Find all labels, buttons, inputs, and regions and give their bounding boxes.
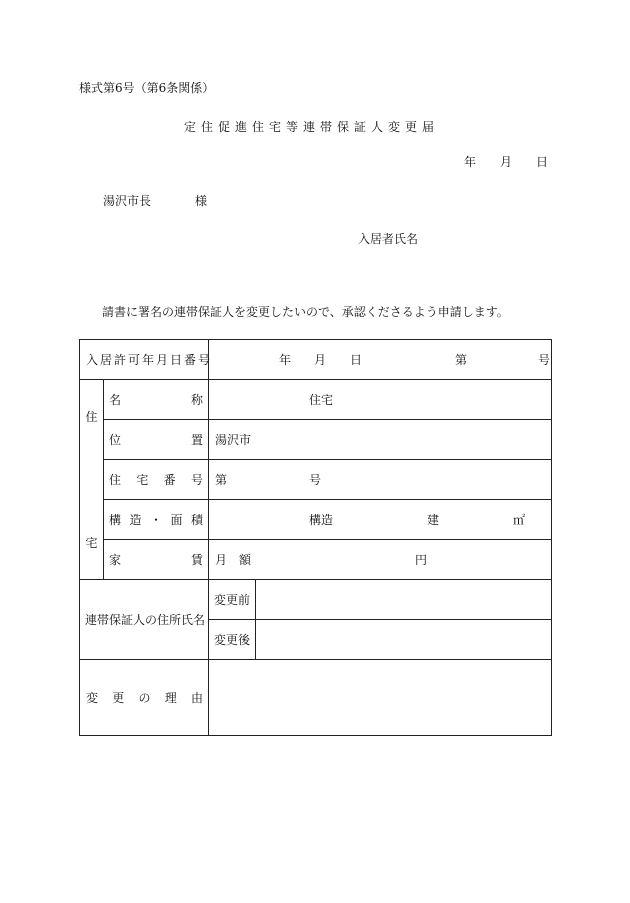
structure-label-5: 積 <box>191 512 204 527</box>
reason-label-5: 由 <box>191 690 204 705</box>
rent-label-cell <box>104 540 209 580</box>
reason-label-cell <box>80 660 209 736</box>
number-label-2: 宅 <box>136 472 149 487</box>
addressee-honorific: 様 <box>195 194 208 208</box>
addressee-mayor: 湯沢市長 <box>103 194 152 208</box>
permission-row <box>80 340 552 380</box>
permission-label: 入居許可年月日番号 <box>86 352 213 367</box>
permission-dai: 第 <box>455 352 468 367</box>
structure-value-cell[interactable] <box>209 500 552 540</box>
rent-label-2: 賃 <box>191 552 204 567</box>
permission-label-cell <box>80 340 213 380</box>
guarantor-after-value[interactable] <box>256 620 552 660</box>
guarantor-after-label: 変更後 <box>214 632 251 647</box>
guarantor-label: 連帯保証人の住所氏名 <box>85 612 206 627</box>
date-year-label: 年 <box>464 155 477 169</box>
structure-ken: 建 <box>427 512 440 527</box>
request-text: 請書に署名の連帯保証人を変更したいので、承認くださるよう申請します。 <box>102 305 509 319</box>
guarantor-before-label-cell <box>209 580 256 620</box>
number-label-4: 号 <box>190 472 203 487</box>
date-day-label: 日 <box>536 155 549 169</box>
guarantor-after-label-cell <box>209 620 256 660</box>
name-value-cell[interactable] <box>209 380 552 420</box>
housing-structure-row <box>80 500 552 540</box>
rent-value-cell[interactable] <box>209 540 552 580</box>
location-value: 湯沢市 <box>215 432 252 447</box>
permission-day: 日 <box>350 352 363 367</box>
number-label-cell <box>104 460 209 500</box>
location-value-cell[interactable] <box>209 420 552 460</box>
structure-label-1: 構 <box>109 512 122 527</box>
applicant-name-label: 入居者氏名 <box>358 232 419 246</box>
housing-location-row <box>80 420 552 460</box>
rent-yen: 円 <box>415 552 428 567</box>
guarantor-label-cell <box>80 580 209 660</box>
rent-monthly: 月 額 <box>215 552 252 567</box>
permission-value-cell[interactable] <box>209 340 552 380</box>
location-label-cell <box>104 420 209 460</box>
number-label-3: 番 <box>163 472 176 487</box>
permission-month: 月 <box>314 352 327 367</box>
number-go: 号 <box>309 472 322 487</box>
reason-label-1: 変 <box>86 690 99 705</box>
housing-rent-row <box>80 540 552 580</box>
number-label-1: 住 <box>109 472 122 487</box>
reason-label-2: 更 <box>112 690 125 705</box>
location-label-2: 置 <box>191 432 204 447</box>
structure-label-2: 造 <box>129 512 142 527</box>
form-table <box>79 339 552 736</box>
reason-value[interactable] <box>209 660 552 736</box>
structure-unit: ㎡ <box>513 512 526 527</box>
housing-label-cell <box>80 380 104 580</box>
permission-go: 号 <box>538 352 551 367</box>
reason-row <box>80 660 552 736</box>
housing-name-row <box>80 380 552 420</box>
housing-number-row <box>80 460 552 500</box>
rent-label-1: 家 <box>109 552 122 567</box>
structure-label-3: ・ <box>150 512 163 527</box>
reason-label-4: 理 <box>164 690 177 705</box>
permission-year: 年 <box>279 352 292 367</box>
name-label-2: 称 <box>191 392 204 407</box>
number-dai: 第 <box>215 472 228 487</box>
name-label-cell <box>104 380 209 420</box>
form-number: 様式第6号（第6条関係） <box>79 81 215 95</box>
name-label-1: 名 <box>109 392 122 407</box>
guarantor-before-row <box>80 580 552 620</box>
structure-label-cell <box>104 500 209 540</box>
structure-label-4: 面 <box>170 512 183 527</box>
date-month-label: 月 <box>500 155 513 169</box>
location-label-1: 位 <box>109 432 122 447</box>
guarantor-before-value[interactable] <box>256 580 552 620</box>
structure-kouzou: 構造 <box>309 512 334 527</box>
housing-label-bottom: 宅 <box>85 535 98 550</box>
number-value-cell[interactable] <box>209 460 552 500</box>
name-value: 住宅 <box>309 392 334 407</box>
document-title: 定住促進住宅等連帯保証人変更届 <box>184 120 440 134</box>
housing-label-top: 住 <box>85 409 98 424</box>
reason-label-3: の <box>138 690 151 705</box>
guarantor-before-label: 変更前 <box>214 592 251 607</box>
